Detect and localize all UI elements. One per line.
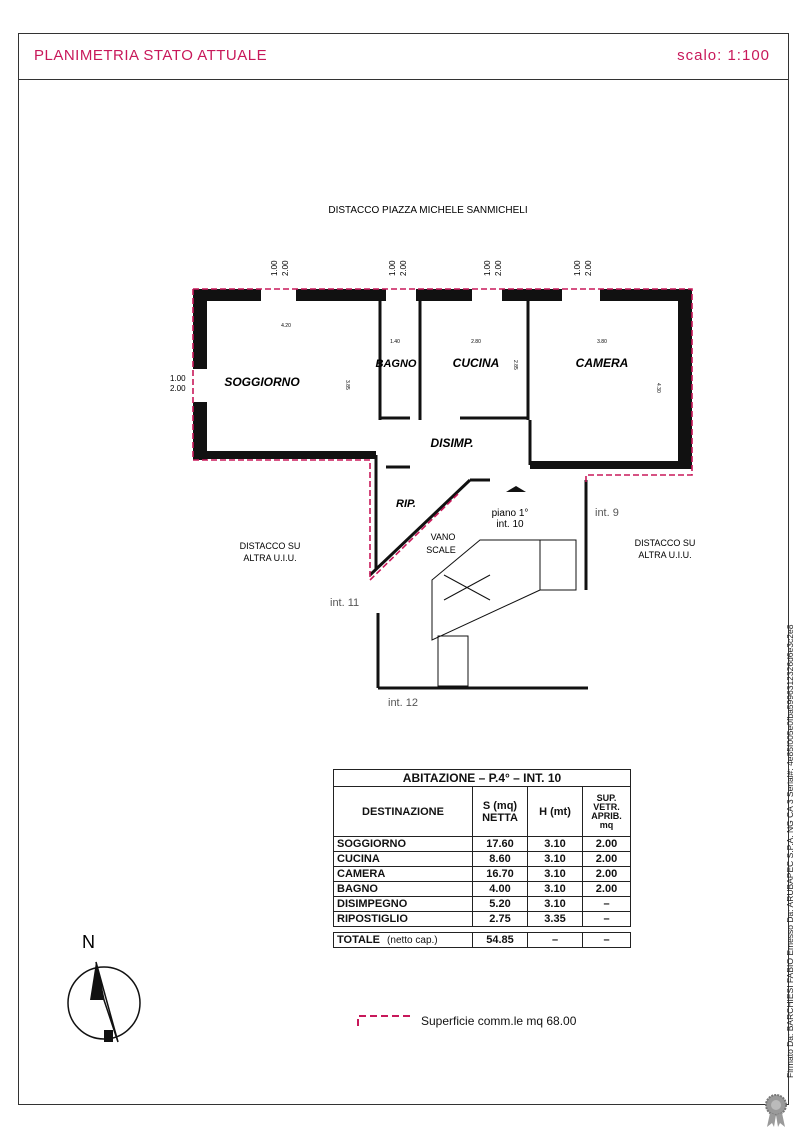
total-label-cell xyxy=(334,933,473,948)
row-dest: CAMERA xyxy=(334,867,473,882)
row-s: 17.60 xyxy=(473,837,528,852)
row-s: 4.00 xyxy=(473,882,528,897)
wall xyxy=(530,461,692,469)
row-h: 3.35 xyxy=(528,912,583,927)
header-sup xyxy=(583,787,631,837)
row-sup: 2.00 xyxy=(583,867,631,882)
wall xyxy=(193,289,207,369)
stairs xyxy=(432,540,576,686)
row-sup: 2.00 xyxy=(583,837,631,852)
wall xyxy=(296,289,386,301)
seal-icon xyxy=(763,1093,789,1129)
entrance-arrow-icon xyxy=(506,486,526,492)
table-caption: ABITAZIONE – P.4° – INT. 10 xyxy=(334,770,631,787)
scale-label-vano: SCALE xyxy=(426,545,456,555)
piano-int-label: int. 10 xyxy=(496,519,524,530)
row-dest: BAGNO xyxy=(334,882,473,897)
header-dest: DESTINAZIONE xyxy=(334,787,473,837)
row-dest: DISIMPEGNO xyxy=(334,897,473,912)
room-bagno: BAGNO xyxy=(375,358,417,370)
scale-label: scalo: 1:100 xyxy=(677,47,770,64)
distacco-right: DISTACCO SU xyxy=(634,538,696,548)
row-sup: – xyxy=(583,897,631,912)
digital-signature: Firmato Da: BARCHIESI FABIO Emesso Da: ARUBAPEC S.P.A. NG CA 3 Serial#: 4e85f005e0fba5996312326d6e3c2e8 xyxy=(785,624,795,1078)
stair-outline xyxy=(432,540,540,640)
dim-camera-depth: 4.30 xyxy=(655,383,661,393)
wall xyxy=(416,289,472,301)
table-row xyxy=(334,837,631,852)
row-s: 5.20 xyxy=(473,897,528,912)
table-row xyxy=(334,897,631,912)
header-h: H (mt) xyxy=(528,787,583,837)
wall xyxy=(678,289,692,469)
total-sup: – xyxy=(583,933,631,948)
row-s: 2.75 xyxy=(473,912,528,927)
wall xyxy=(502,289,562,301)
stair-flight xyxy=(540,540,576,590)
distacco-right-2: ALTRA U.I.U. xyxy=(638,550,692,560)
wall xyxy=(193,451,376,459)
window-dim-b: 2.00 xyxy=(399,260,408,276)
header-sup-line3: APRIB. xyxy=(591,810,622,821)
table-row xyxy=(334,912,631,927)
top-distacco-label: DISTACCO PIAZZA MICHELE SANMICHELI xyxy=(328,205,528,216)
row-dest: SOGGIORNO xyxy=(334,837,473,852)
row-dest: CUCINA xyxy=(334,852,473,867)
table-header-row xyxy=(334,787,631,837)
window-dim-b: 2.00 xyxy=(170,384,186,393)
dim-camera-width: 3.80 xyxy=(597,339,607,345)
vano-label: VANO xyxy=(430,532,456,542)
window-dim-a: 1.00 xyxy=(170,374,186,383)
outline-segment xyxy=(193,289,370,580)
distacco-left: DISTACCO SU xyxy=(239,541,301,551)
header-s-line2: NETTA xyxy=(482,811,518,824)
table-row xyxy=(334,852,631,867)
window-dim-b: 2.00 xyxy=(494,260,503,276)
stair-flight xyxy=(438,636,468,686)
total-h: – xyxy=(528,933,583,948)
row-sup: 2.00 xyxy=(583,852,631,867)
window-dim-b: 2.00 xyxy=(281,260,290,276)
total-label: TOTALE xyxy=(337,934,380,946)
int-11-label: int. 11 xyxy=(330,597,360,609)
row-sup: 2.00 xyxy=(583,882,631,897)
header-s xyxy=(473,787,528,837)
window-dim-a: 1.00 xyxy=(388,260,397,276)
room-disimp: DISIMP. xyxy=(430,436,474,450)
piano-label: piano 1° xyxy=(491,508,529,519)
row-h: 3.10 xyxy=(528,837,583,852)
north-arrow-icon xyxy=(68,962,140,1042)
table-total-row xyxy=(334,933,631,948)
row-h: 3.10 xyxy=(528,867,583,882)
int-9-label: int. 9 xyxy=(595,507,619,519)
header-s-line1: S (mq) xyxy=(482,799,518,812)
legend-line-icon xyxy=(356,1012,416,1028)
table-caption-row xyxy=(334,770,631,787)
page-title: PLANIMETRIA STATO ATTUALE xyxy=(34,47,268,64)
north-letter: N xyxy=(82,932,95,952)
total-note: (netto cap.) xyxy=(387,935,438,946)
row-s: 16.70 xyxy=(473,867,528,882)
row-dest: RIPOSTIGLIO xyxy=(334,912,473,927)
row-sup: – xyxy=(583,912,631,927)
legend-label: Superficie comm.le mq 68.00 xyxy=(421,1014,577,1028)
table-row xyxy=(334,882,631,897)
table-row xyxy=(334,867,631,882)
window-dim-a: 1.00 xyxy=(483,260,492,276)
dim-soggiorno-width: 4.20 xyxy=(281,323,291,329)
room-rip: RIP. xyxy=(396,498,416,510)
room-camera: CAMERA xyxy=(575,356,629,370)
room-soggiorno: SOGGIORNO xyxy=(224,375,300,389)
surface-table xyxy=(333,769,631,948)
header-sup-line4: mq xyxy=(599,819,614,830)
dim-soggiorno-depth: 3.85 xyxy=(344,380,350,390)
window-dim-a: 1.00 xyxy=(573,260,582,276)
dim-bagno-width: 1.40 xyxy=(390,339,400,345)
window-dim-b: 2.00 xyxy=(584,260,593,276)
header-sup-line2: VETR. xyxy=(593,801,620,812)
row-s: 8.60 xyxy=(473,852,528,867)
row-h: 3.10 xyxy=(528,897,583,912)
int-12-label: int. 12 xyxy=(388,697,418,709)
dim-cucina-width: 2.80 xyxy=(471,339,481,345)
room-cucina: CUCINA xyxy=(452,356,500,370)
window-dim-a: 1.00 xyxy=(270,260,279,276)
row-h: 3.10 xyxy=(528,852,583,867)
row-h: 3.10 xyxy=(528,882,583,897)
distacco-left-2: ALTRA U.I.U. xyxy=(243,553,297,563)
dim-cucina-depth: 2.85 xyxy=(512,360,518,370)
header-sup-line1: SUP. xyxy=(596,792,617,803)
total-s: 54.85 xyxy=(473,933,528,948)
